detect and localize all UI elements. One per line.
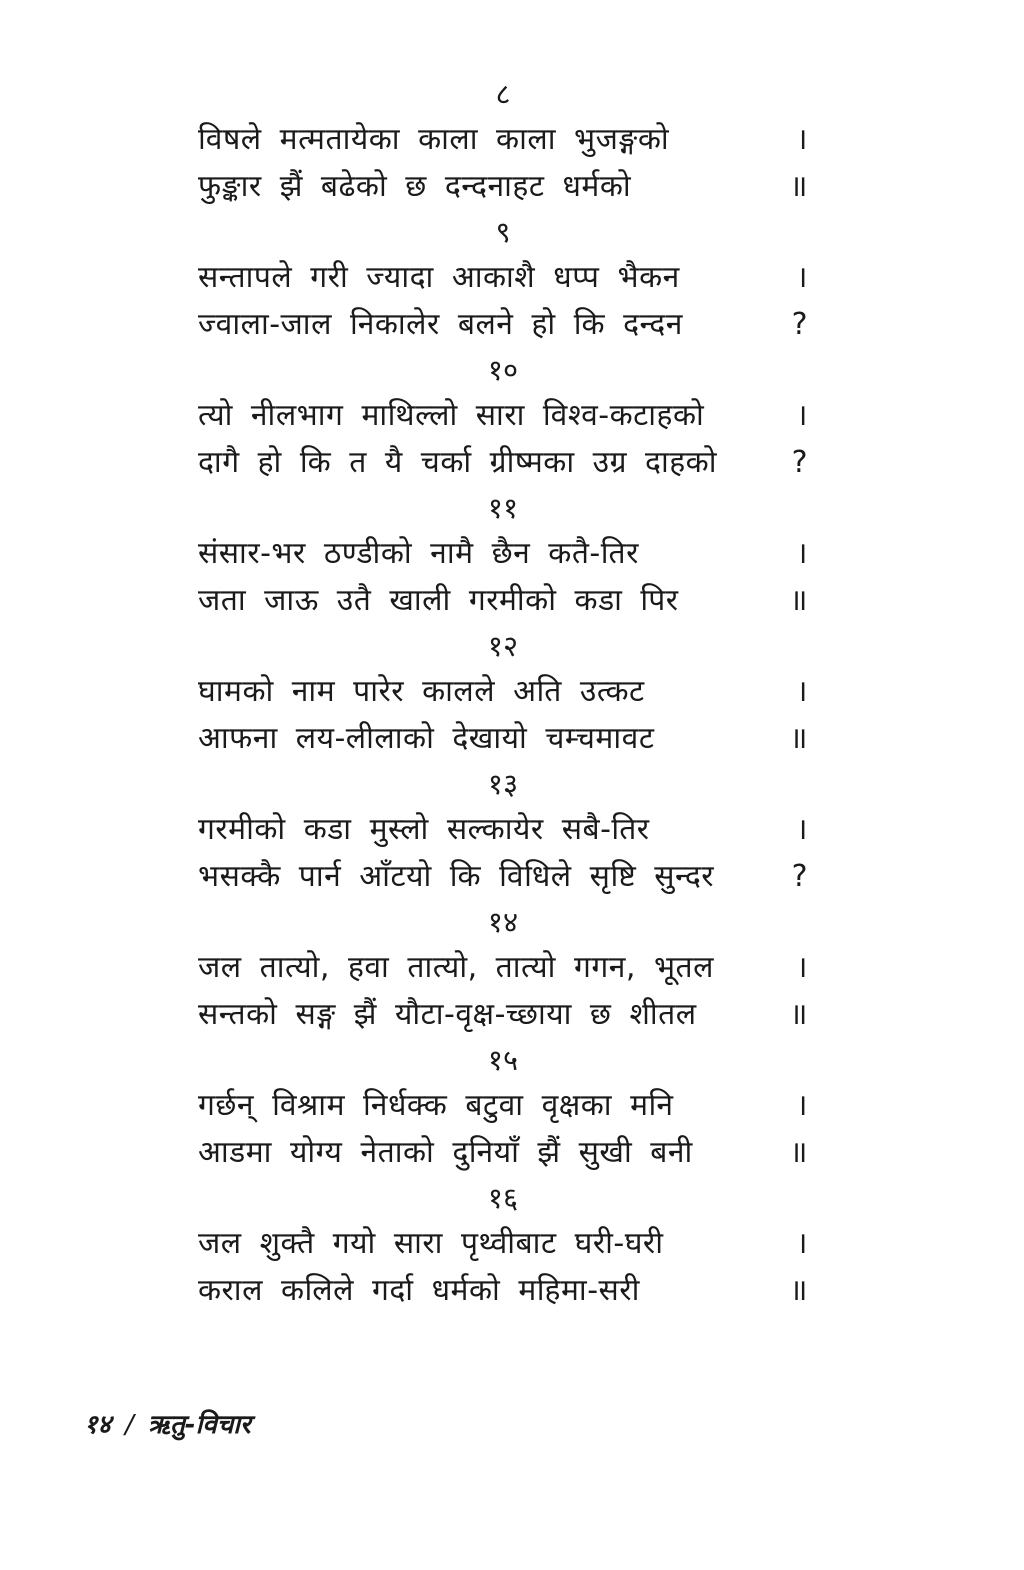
verse-line	[198, 301, 808, 348]
verse-line-mark: ।	[796, 1088, 808, 1123]
verse-line	[198, 439, 808, 486]
verse-line-text: ज्वाला-जाल निकालेर बलने हो कि दन्दन	[198, 307, 683, 342]
verse-line-mark: ।	[796, 674, 808, 709]
verse-line-mark: ।	[796, 398, 808, 433]
verse-number: १४	[487, 905, 519, 939]
verse-line-text: त्यो नीलभाग माथिल्लो सारा विश्व-कटाहको	[198, 398, 705, 433]
verse	[198, 624, 808, 762]
verse	[198, 900, 808, 1038]
verse-line-text: गर्छन् विश्राम निर्धक्क बटुवा वृक्षका मनि	[198, 1088, 674, 1123]
verse-line-text: जता जाऊ उतै खाली गरमीको कडा पिर	[198, 583, 679, 618]
verse-line-text: फुङ्कार झैं बढेको छ दन्दनाहट धर्मको	[198, 169, 632, 204]
verse-line-text: संसार-भर ठण्डीको नामै छैन कतै-तिर	[198, 536, 639, 571]
verse-line-text: आफना लय-लीलाको देखायो चम्चमावट	[198, 721, 655, 756]
verse-line-mark: ।	[796, 122, 808, 157]
verse	[198, 210, 808, 348]
verse	[198, 486, 808, 624]
verse-line-mark: ?	[791, 859, 808, 894]
poem-body	[198, 72, 808, 1314]
verse-line-mark: ?	[791, 307, 808, 342]
verse-line	[198, 944, 808, 991]
verse-line	[198, 853, 808, 900]
verse-line-mark: ॥	[789, 721, 808, 756]
verse-number: १३	[487, 767, 519, 801]
verse-line-mark: ॥	[789, 169, 808, 204]
verse-line-text: कराल कलिले गर्दा धर्मको महिमा-सरी	[198, 1273, 640, 1308]
footer-separator: /	[125, 1410, 134, 1440]
verse-number: ८	[495, 77, 511, 111]
verse-line-mark: ॥	[789, 1273, 808, 1308]
verse-line	[198, 392, 808, 439]
verse-number: १२	[487, 629, 519, 663]
verse-line	[198, 116, 808, 163]
verse-line	[198, 806, 808, 853]
verse-line-text: गरमीको कडा मुस्लो सल्कायेर सबै-तिर	[198, 812, 650, 847]
verse	[198, 1176, 808, 1314]
verse-line	[198, 1220, 808, 1267]
page-footer	[84, 1405, 251, 1441]
verse-line-text: विषले मत्मतायेका काला काला भुजङ्गको	[198, 122, 670, 157]
verse-line	[198, 1129, 808, 1176]
verse-line-text: दागै हो कि त यै चर्का ग्रीष्मका उग्र दाहको	[198, 445, 717, 480]
verse-number: ११	[487, 491, 519, 525]
verse-line	[198, 715, 808, 762]
verse	[198, 348, 808, 486]
verse-line-mark: ।	[796, 260, 808, 295]
verse-line	[198, 163, 808, 210]
verse-line-text: सन्तापले गरी ज्यादा आकाशै धप्प भैकन	[198, 260, 680, 295]
verse-line-text: जल तात्यो, हवा तात्यो, तात्यो गगन, भूतल	[198, 950, 714, 985]
verse-line	[198, 577, 808, 624]
verse-line-mark: ।	[796, 536, 808, 571]
verse-line	[198, 1082, 808, 1129]
verse-number: १५	[487, 1043, 519, 1077]
verse-line	[198, 254, 808, 301]
verse-line-text: आडमा योग्य नेताको दुनियाँ झैं सुखी बनी	[198, 1135, 693, 1170]
verse-number: १०	[487, 353, 519, 387]
verse-line-text: सन्तको सङ्ग झैं यौटा-वृक्ष-च्छाया छ शीतल	[198, 997, 697, 1032]
verse-line-mark: ॥	[789, 583, 808, 618]
verse-line-text: घामको नाम पारेर कालले अति उत्कट	[198, 674, 645, 709]
page-number: १४	[84, 1410, 112, 1440]
verse-line	[198, 668, 808, 715]
verse-line-mark: ॥	[789, 997, 808, 1032]
verse	[198, 72, 808, 210]
verse	[198, 762, 808, 900]
verse-line-text: जल शुक्तै गयो सारा पृथ्वीबाट घरी-घरी	[198, 1226, 664, 1261]
verse-number: ९	[495, 215, 511, 249]
verse-line	[198, 1267, 808, 1314]
verse	[198, 1038, 808, 1176]
verse-line-mark: ।	[796, 1226, 808, 1261]
verse-line-mark: ?	[791, 445, 808, 480]
verse-line-mark: ॥	[789, 1135, 808, 1170]
verse-line-text: भसक्कै पार्न आँटयो कि विधिले सृष्टि सुन्दर	[198, 859, 715, 894]
verse-line	[198, 530, 808, 577]
verse-line-mark: ।	[796, 812, 808, 847]
verse-number: १६	[487, 1181, 519, 1215]
book-title: ऋतु-विचार	[147, 1410, 251, 1440]
verse-line-mark: ।	[796, 950, 808, 985]
verse-line	[198, 991, 808, 1038]
